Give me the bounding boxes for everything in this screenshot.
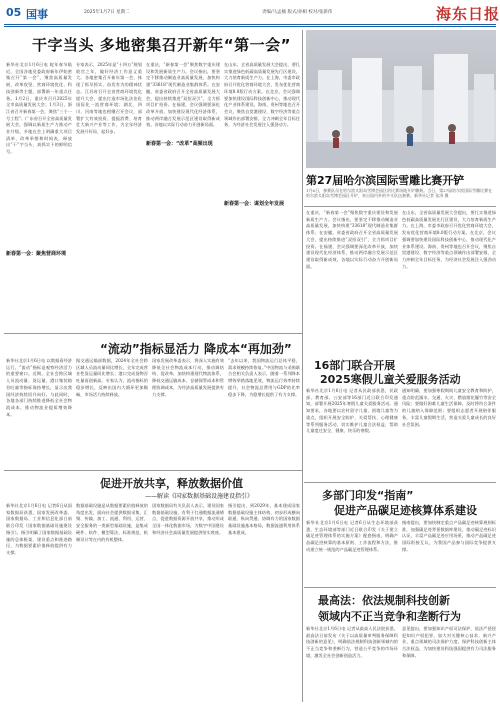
news-photo	[306, 30, 496, 168]
data-col-2: 数据基础设施是从数据要素价值释放的角度出发，面向社会提供数据采集、汇聚、传输、加工、流通、利用、运营、安全服务的一类新型基础设施，是集成硬件、软件、模型算法、标准规范、机制设计等在内的有机整体。	[76, 503, 148, 542]
carbon-col-2: 指南提出，要加快制定重点产品碳足迹核算规则标准，加强碳足迹背景数据库建设，推动碳足迹标识认证，丰富产品碳足迹应用场景，推动产品碳足迹国际衔接互认，为我国产品参与国际竞争提供支撑。	[402, 520, 496, 552]
lead-subhead-b: 新春第一会：谋划全年发展	[224, 201, 285, 207]
data-headline: 促进开放共享，释放数据价值	[100, 477, 243, 490]
issue-date: 2025年1月7日 星期二	[84, 10, 130, 15]
liudong-headline: “流动”指标显活力 降成本“再加劲”	[100, 342, 292, 356]
snow-sculpture-image	[306, 30, 496, 168]
liudong-col-1: 新华社北京1月6日电 以数据看经济运行，“流动”指标是观察经济活力的重要窗口。近期，全社会跨区域人员流动量、货运量、港口集装箱吞吐量等指标保持增长，显示出我国经济持续回升向好。与此同时，各地各部门持续推进降低全社会物流成本，推动物流业提质增效降本。	[6, 358, 72, 417]
data-subheadline: ——解读《国家数据基础设施建设指引》	[145, 493, 254, 500]
divider	[304, 206, 496, 207]
data-col-4: 指引提出，到2029年，基本建成国家数据基础设施主体结构，初步形成横向联通、纵向贯通、协调有力的国家数据基础设施基本格局，数据流通利用体系基本建成。	[228, 503, 300, 535]
services-headline-1: 16部门联合开展	[314, 359, 396, 372]
photo-caption: 第27届哈尔滨国际雪雕比赛开铲	[306, 174, 465, 187]
liudong-col-2: 据交通运输部数据，2024年全社会跨区域人员流动量同比增长，全年完成营业性货运量同比增长；港口完成货物吞吐量再创新高。专家认为，流动指标的稳步增长，反映出国内大循环更加顺畅，市场活力持续释放。	[76, 358, 148, 397]
right-upper-col-2: 在山东，全省高质量发展大会提出，要扎实推进绿色低碳高质量发展先行区建设，大力培育新质生产力。在上海，市委市政府召开优化营商环境大会，发布优化营商环境8.0版行动方案。在北京，会议强调要加快建设国际科技创新中心，推动现代化产业体系建设。海南、贵州等地也召开会议，聚焦自贸港建设、数字经济等重点领域作出部署安排，全力冲刺全年目标任务，为经济社会发展注入强劲动力。	[402, 210, 496, 269]
court-headline-1: 最高法：依法规制科技创新	[318, 594, 450, 607]
right-upper-col-1: 在重庆，“新春第一会”聚焦数字重庆建设和发展新质生产力。会议指出，要坚定不移推动制造业高质量发展，加快构建“33618”现代制造业集群体系。在安徽，省委省政府召开全省高质量发展大会，提出持续推进“双招双引”，全力抓项目扩投资。在福建，会议强调要深化改革开放，加快建设现代化经济体系，推动两岸融合发展示范区建设取得新成效。各地以实际行动奋力开创新局面。	[306, 210, 398, 269]
liudong-col-4: “去年以来，我国物流运行总体平稳，需求规模持续恢复。”中国物流与采购联合会相关负责人表示，随着一系列降本增效举措落地见效，物流运行效率持续提升，社会物流总费用与GDP的比率稳步下降，为稳增长提供了有力支撑。	[228, 358, 300, 397]
lead-headline: 干字当头 多地密集召开新年“第一会”	[32, 36, 291, 54]
court-col-2: 意见提出，要加强知识产权司法保护，依法严惩侵犯知识产权犯罪，加大对关键核心技术、新兴产业、重点领域的司法保护力度，保护科技创新主体合法权益，为加快建设科技强国提供有力司法服务和保障。	[402, 626, 496, 658]
data-col-1: 新华社北京1月6日电 记者6日从国家数据局获悉，国家发展改革委、国家数据局、工业和信息化部日前联合印发《国家数据基础设施建设指引》。指引明确了国家数据基础设施的总体框架、建设重点和推进路径，为数据要素价值释放提供有力支撑。	[6, 503, 72, 555]
services-headline-2: 2025寒假儿童关爱服务活动	[320, 373, 461, 386]
editor-line: 责编/马孟楠 版式/孙相 校对/张新伟	[262, 10, 333, 15]
liudong-col-3: 国家发展改革委表示，将深入实施有效降低全社会物流成本行动，推动调结构、促改革，加快构建现代物流体系，降低交通运输成本、仓储保管成本和管理协调成本，为经济高质量发展提供有力支撑。	[152, 358, 224, 397]
carbon-headline-2: 促进产品碳足迹核算体系建设	[334, 504, 477, 517]
newspaper-logo: 海东日报	[436, 5, 500, 23]
lead-subhead-a: 新春第一会：“改革”高频出现	[146, 141, 213, 147]
lead-col-1: 新华社北京1月6日电 蛇年春节临近，全国各地党委政府新年伊始密集召开“第一会”，聚焦高质量发展、改革攻坚、营商环境优化、科技创新等主题，部署新一年重点任务。1月2日，重庆市召开2025年全市高质量发展大会；1月3日，浙江省召开新春第一会，聚焦“三个一号工程”；广东省召开全省高质量发展大会，强调以新质生产力推动产业升级。多地在会上明确重大项目清单、改革举措和时间表，释放出“干”字当头、真抓实干的鲜明信号。	[6, 62, 72, 155]
lead-col-4: 在山东，全省高质量发展大会提出，要扎实推进绿色低碳高质量发展先行区建设，大力培育新质生产力。在上海，市委市政府召开优化营商环境大会，发布优化营商环境8.0版行动方案。在北京，会议强调要加快建设国际科技创新中心，推动现代化产业体系建设。海南、贵州等地也召开会议，聚焦自贸港建设、数字经济等重点领域作出部署安排，全力冲刺全年目标任务，为经济社会发展注入强劲动力。	[224, 62, 300, 128]
section-name: 国事	[26, 8, 48, 21]
services-col-1: 新华社北京1月6日电 记者从民政部获悉，民政部、教育部、公安部等16部门近日联合印发通知，部署开展2025年寒假儿童关爱服务活动。通知要求，各地要以农村留守儿童、困境儿童等为重点，组织开展安全防护、关爱帮扶、心理健康等系列服务活动，切实维护儿童合法权益，帮助儿童度过安全、健康、快乐的寒假。	[306, 388, 398, 434]
divider	[304, 587, 496, 588]
data-col-3: 国家数据局有关负责人表示，建设国家数据基础设施，有利于打通数据流通堵点，促进数据资源开放共享，推动形成全国一体化数据市场，为数字中国建设和经济社会高质量发展提供坚实底座。	[152, 503, 224, 535]
services-col-2: 通知明确，要加强寒假期间儿童安全教育和防护，重点防范溺水、交通、火灾、燃放烟花爆竹等安全风险；要做好困难儿童生活保障，及时将符合条件的儿童纳入保障范围；要组织志愿者开展陪伴服务，丰富儿童假期生活，营造关爱儿童成长的良好社会氛围。	[402, 388, 496, 427]
divider	[4, 333, 302, 334]
court-col-1: 新华社北京1月6日电 记者从最高人民法院获悉，最高法日前发布《关于以高质量审判服务保障科技创新的意见》，明确依法规制科技创新领域内的不正当竞争和垄断行为，营造公平竞争的市场环境，激发全社会创新创造活力。	[306, 626, 398, 658]
page-number: 05	[6, 6, 22, 19]
court-headline-2: 领域内不正当竞争和垄断行为	[318, 610, 461, 623]
lead-subhead-c: 新春第一会：聚焦营商环境	[6, 251, 67, 257]
carbon-headline-1: 多部门印发“指南”	[322, 489, 414, 502]
lead-col-2: 专家表示，2025年是“十四五”规划收官之年，做好经济工作意义重大。各地密集召开新年第一会，体现了抓早抓实、奋发有为的精神状态。江苏省召开全省营商环境优化提升大会，提出打造市场化法治化国际化一流营商环境；湖北、四川、河南等地也相继召开会议，部署扩大有效投资、提振消费、培育壮大新兴产业等工作，为全年经济发展开好局、起好步。	[76, 62, 142, 135]
photo-description: 1月6日，参赛队员在哈尔滨太阳岛雪博会园区的比赛场地开铲雕刻。当日，第27届哈尔滨国际雪雕比赛在哈尔滨太阳岛雪博会园区开铲，来自国内外的多支队伍参赛。新华社记者 张涛 摄	[306, 188, 493, 198]
divider	[4, 470, 302, 471]
carbon-col-1: 新华社北京1月6日电 记者6日从生态环境部获悉，生态环境部等部门近日联合印发《关于建立碳足迹管理体系的实施方案》配套指南，明确产品碳足迹核算的基本原则、工作流程和方法，推动建立统一规范的产品碳足迹管理体系。	[306, 520, 398, 552]
header-rule-thin	[4, 26, 496, 27]
divider	[304, 482, 496, 483]
column-divider	[302, 30, 303, 702]
lead-col-3: 在重庆，“新春第一会”聚焦数字重庆建设和发展新质生产力。会议指出，要坚定不移推动制造业高质量发展，加快构建“33618”现代制造业集群体系。在安徽，省委省政府召开全省高质量发展大会，提出持续推进“双招双引”，全力抓项目扩投资。在福建，会议强调要深化改革开放，加快建设现代化经济体系，推动两岸融合发展示范区建设取得新成效。各地以实际行动奋力开创新局面。	[146, 62, 220, 128]
header-rule	[4, 24, 496, 25]
